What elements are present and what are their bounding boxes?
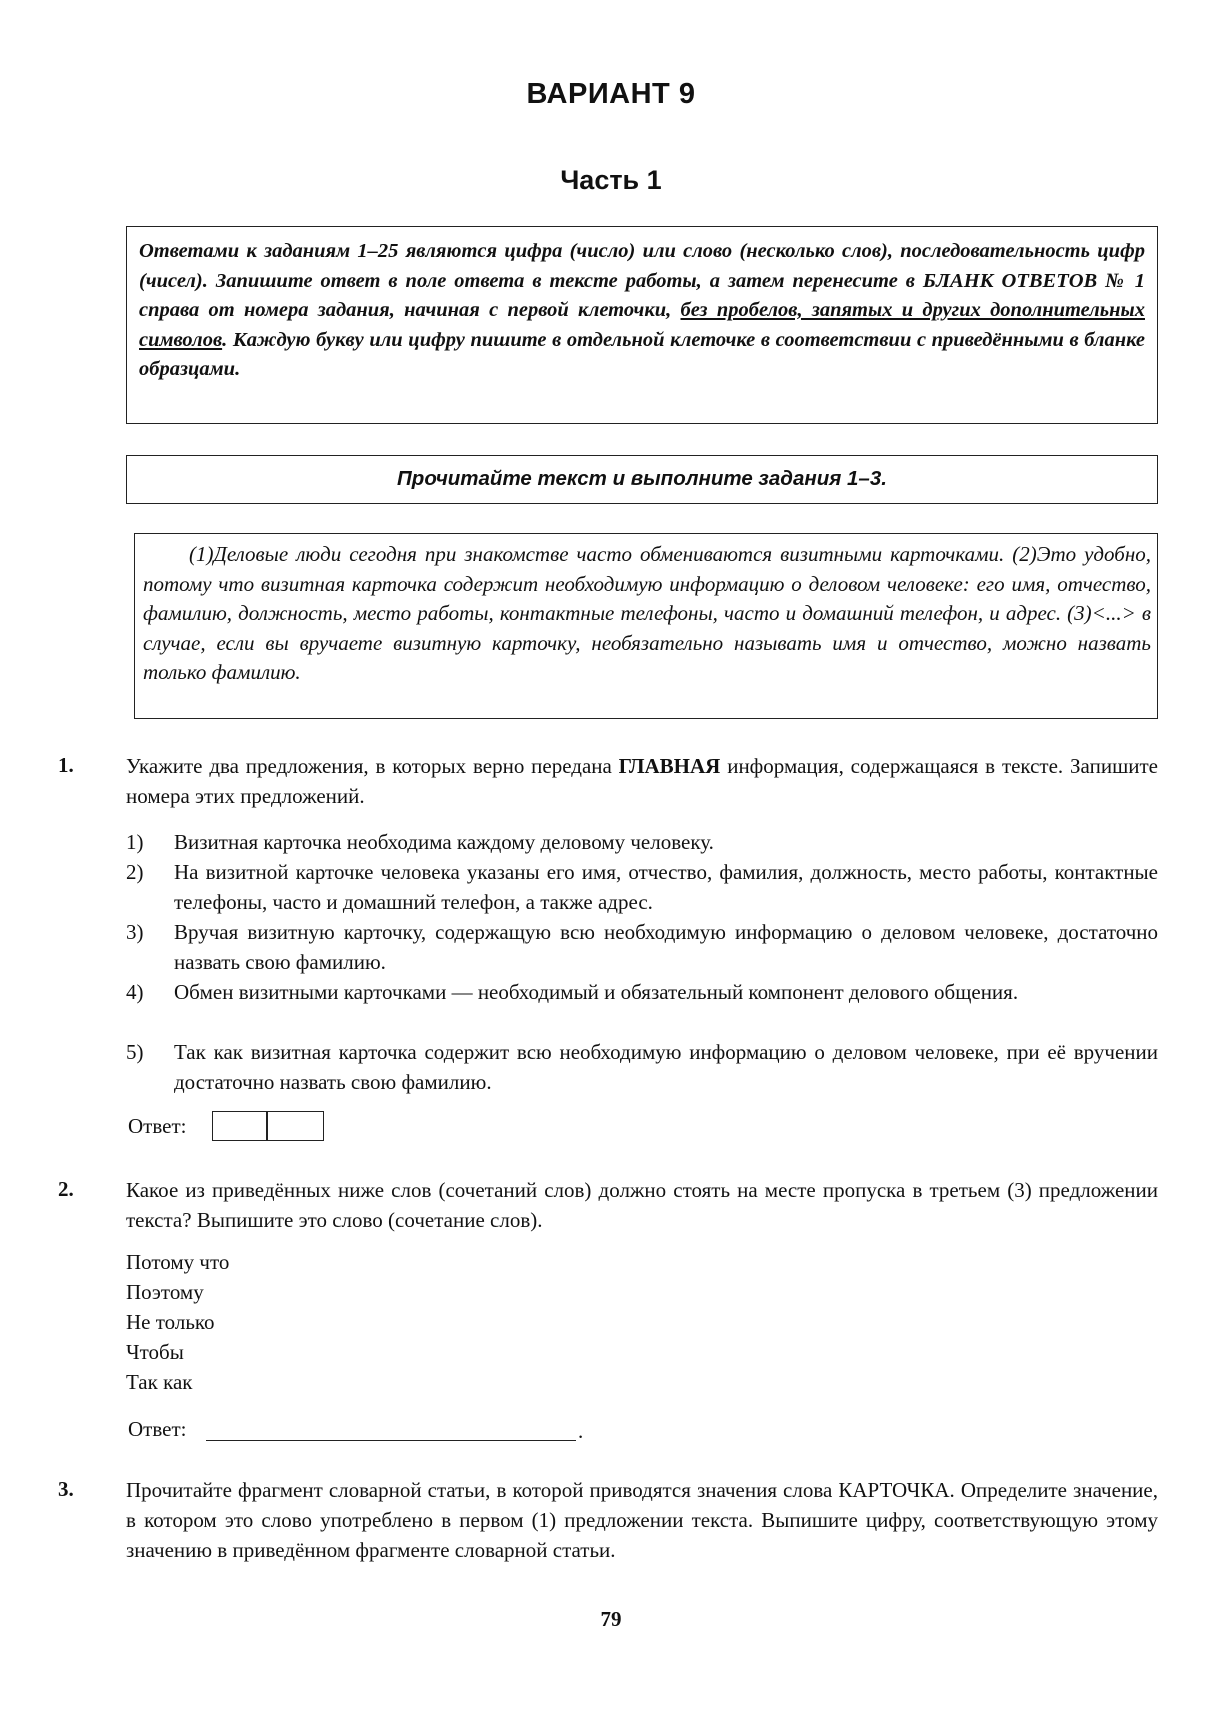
read-task-box: Прочитайте текст и выполните задания 1–3.: [126, 455, 1158, 504]
option-number: 2): [126, 860, 144, 884]
page-number: 79: [600, 1607, 622, 1631]
instructions-text-1: Ответами к заданиям 1–25 являются цифра (число) или слово (несколько слов), последовательность цифр (чисел). Запишите ответ в поле ответа в тексте работы, а затем перенесите в БЛАНК ОТВЕТОВ № 1 справа от номера задания, начиная с первой клеточки,: [139, 240, 1145, 321]
task1-text-start: Укажите два предложения, в которых верно передана: [126, 754, 619, 778]
task1-text-bold: ГЛАВНАЯ: [618, 754, 721, 778]
task1-answer-label: Ответ:: [128, 1114, 187, 1138]
task2-answer-label: Ответ:: [128, 1417, 187, 1441]
instructions-underlined: без пробелов, запятых и других дополнительных символов: [139, 299, 1145, 351]
part-title: Часть 1: [560, 165, 662, 195]
task2-word: Потому что: [126, 1250, 230, 1274]
task1-option: [126, 1037, 1158, 1097]
task2-word: Чтобы: [126, 1340, 184, 1364]
task2-answer-line[interactable]: [206, 1440, 576, 1441]
task1-question: [126, 751, 1158, 811]
passage-box: [134, 533, 1158, 719]
option-text: На визитной карточке человека указаны его имя, отчество, фамилия, должность, место работы, контактные телефоны, часто и домашний телефон, а также адрес.: [174, 860, 1158, 914]
task2-word: Так как: [126, 1370, 193, 1394]
instructions-text-2: . Каждую букву или цифру пишите в отдельной клеточке в соответствии с приведёнными в бланке образцами.: [139, 328, 1145, 380]
task2-word: Поэтому: [126, 1280, 204, 1304]
task1-option: [126, 857, 1158, 917]
task1-option: [126, 917, 1158, 977]
task1-answer-cell-2[interactable]: [266, 1111, 324, 1141]
passage-text: (1)Деловые люди сегодня при знакомстве часто обмениваются визитными карточками. (2)Это удобно, потому что визитная карточка содержит необходимую информацию о деловом человеке: его имя, отчество, фамилию, должность, место работы, контактные телефоны, часто и домашний телефон, и адрес. (3)<...> в случае, если вы вручаете визитную карточку, необязательно называть имя и отчество, можно назвать только фамилию.: [143, 542, 1151, 684]
task3-question: Прочитайте фрагмент словарной статьи, в которой приводятся значения слова КАРТОЧКА. Определите значение, в котором это слово употреблено в первом (1) предложении текста. Выпишите цифру, соответствующую этому значению в приведённом фрагменте словарной статьи.: [126, 1478, 1158, 1562]
option-number: 5): [126, 1040, 144, 1064]
option-text: Обмен визитными карточками — необходимый и обязательный компонент делового общения.: [174, 980, 1019, 1004]
task2-number: 2.: [58, 1177, 74, 1201]
instructions-box: [126, 226, 1158, 424]
option-number: 3): [126, 920, 144, 944]
variant-title: ВАРИАНТ 9: [526, 78, 696, 110]
option-number: 1): [126, 830, 144, 854]
option-text: Вручая визитную карточку, содержащую всю необходимую информацию о деловом человеке, достаточно назвать свою фамилию.: [174, 920, 1158, 974]
task1-text-end: информация, содержащаяся в тексте. Запишите номера этих предложений.: [126, 754, 1158, 808]
task1-option: [126, 827, 1158, 857]
task2-answer-end: .: [578, 1419, 584, 1443]
option-number: 4): [126, 980, 144, 1004]
option-text: Так как визитная карточка содержит всю необходимую информацию о деловом человеке, при её вручении достаточно назвать свою фамилию.: [174, 1040, 1158, 1094]
task2-word: Не только: [126, 1310, 215, 1334]
task2-question: Какое из приведённых ниже слов (сочетаний слов) должно стоять на месте пропуска в третьем (3) предложении текста? Выпишите это слово (сочетание слов).: [126, 1178, 1158, 1232]
task3-number: 3.: [58, 1477, 74, 1501]
task1-answer-cell-1[interactable]: [212, 1111, 268, 1141]
task1-number: 1.: [58, 753, 74, 777]
option-text: Визитная карточка необходима каждому деловому человеку.: [174, 830, 714, 854]
task1-option: [126, 977, 1158, 1007]
